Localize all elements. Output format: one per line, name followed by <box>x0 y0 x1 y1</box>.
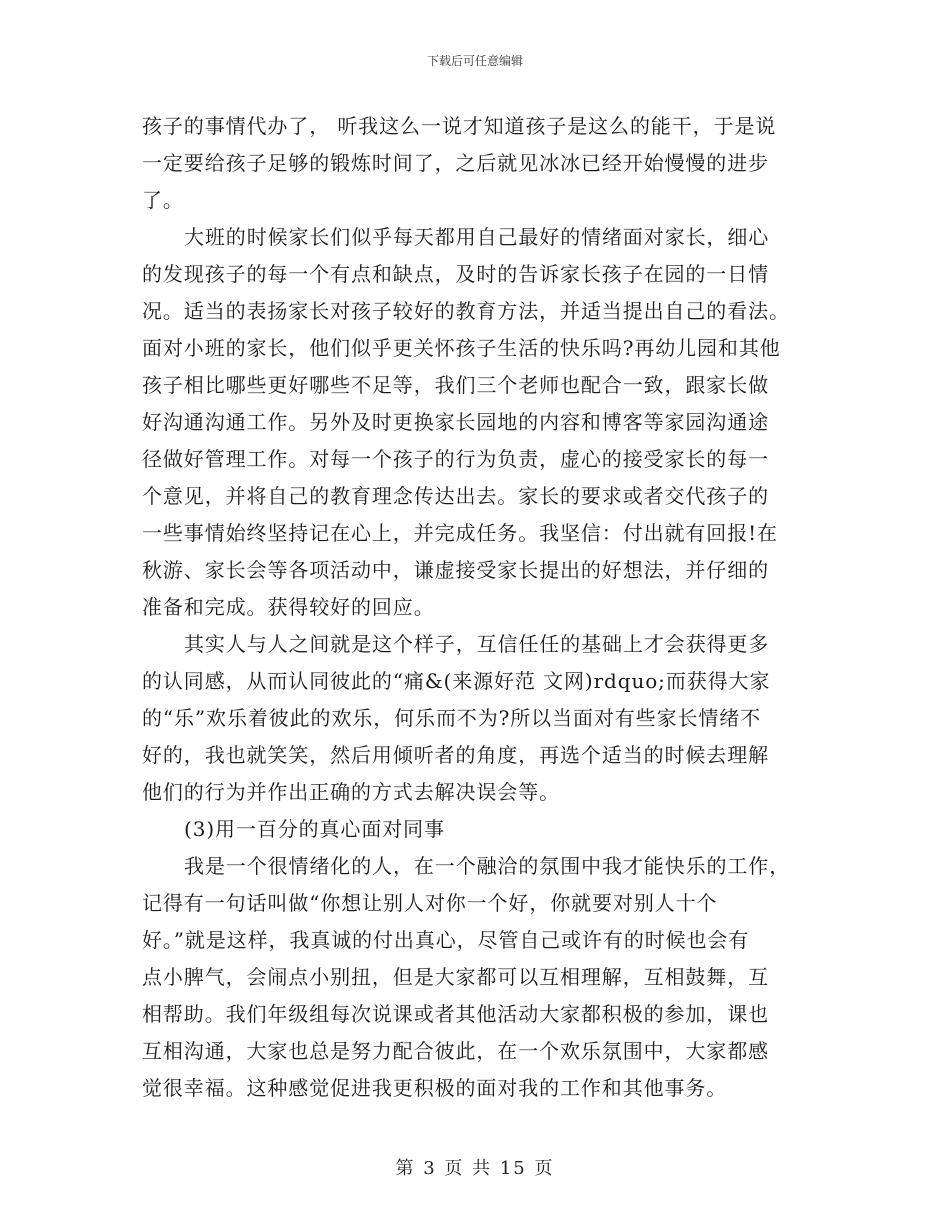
text-line: 径做好管理工作。对每一个孩子的行为负责，虚心的接受家长的每一 <box>142 447 769 471</box>
text-line: 一些事情始终坚持记在心上，并完成任务。我坚信：付出就有回报!在 <box>142 521 778 545</box>
text-line: 互相沟通，大家也总是努力配合彼此，在一个欢乐氛围中，大家都感 <box>142 1039 769 1063</box>
page-header-note: 下载后可任意编辑 <box>426 54 523 68</box>
text-line: 孩子的事情代办了， 听我这么一说才知道孩子是这么的能干，于是说 <box>142 114 777 138</box>
text-line: 面对小班的家长，他们似乎更关怀孩子生活的快乐吗?再幼儿园和其他 <box>142 336 781 360</box>
text-line: 他们的行为并作出正确的方式去解决误会等。 <box>142 780 560 804</box>
text-line: 一定要给孩子足够的锻炼时间了，之后就见冰冰已经开始慢慢的进步 <box>142 151 769 175</box>
text-line: 记得有一句话叫做“你想让别人对你一个好，你就要对别人十个 <box>142 891 718 915</box>
document-body <box>142 108 808 1107</box>
text-line: 好。”就是这样，我真诚的付出真心，尽管自己或许有的时候也会有 <box>142 928 750 952</box>
page-number-footer: 第 3 页 共 15 页 <box>395 1158 555 1179</box>
text-line: 点小脾气，会闹点小别扭，但是大家都可以互相理解，互相鼓舞，互 <box>142 965 769 989</box>
text-line: 的发现孩子的每一个有点和缺点，及时的告诉家长孩子在园的一日情 <box>142 262 769 286</box>
text-line: 好的，我也就笑笑，然后用倾听者的角度，再选个适当的时候去理解 <box>142 743 769 767</box>
text-line: 秋游、家长会等各项活动中，谦虚接受家长提出的好想法，并仔细的 <box>142 558 769 582</box>
text-line: 准备和完成。获得较好的回应。 <box>142 595 435 619</box>
text-line: 好沟通沟通工作。另外及时更换家长园地的内容和博客等家园沟通途 <box>142 410 769 434</box>
text-line: 况。适当的表扬家长对孩子较好的教育方法，并适当提出自己的看法。 <box>142 299 790 323</box>
paragraph-first-line: 其实人与人之间就是这个样子，互信任任的基础上才会获得更多 <box>184 632 770 656</box>
text-line: 觉很幸福。这种感觉促进我更积极的面对我的工作和其他事务。 <box>142 1076 728 1100</box>
text-line: 孩子相比哪些更好哪些不足等，我们三个老师也配合一致，跟家长做 <box>142 373 769 397</box>
text-line: 的认同感，从而认同彼此的“痛&(来源好范 文网)rdquo;而获得大家 <box>142 669 771 693</box>
text-line: 了。 <box>142 188 184 212</box>
text-line: 相帮助。我们年级组每次说课或者其他活动大家都积极的参加，课也 <box>142 1002 769 1026</box>
text-line: 个意见，并将自己的教育理念传达出去。家长的要求或者交代孩子的 <box>142 484 769 508</box>
text-line: 的“乐”欢乐着彼此的欢乐，何乐而不为?所以当面对有些家长情绪不 <box>142 706 762 730</box>
paragraph-first-line: 我是一个很情绪化的人，在一个融洽的氛围中我才能快乐的工作， <box>184 854 791 878</box>
section-heading: (3)用一百分的真心面对同事 <box>184 817 445 841</box>
paragraph-first-line: 大班的时候家长们似乎每天都用自己最好的情绪面对家长，细心 <box>184 225 770 249</box>
